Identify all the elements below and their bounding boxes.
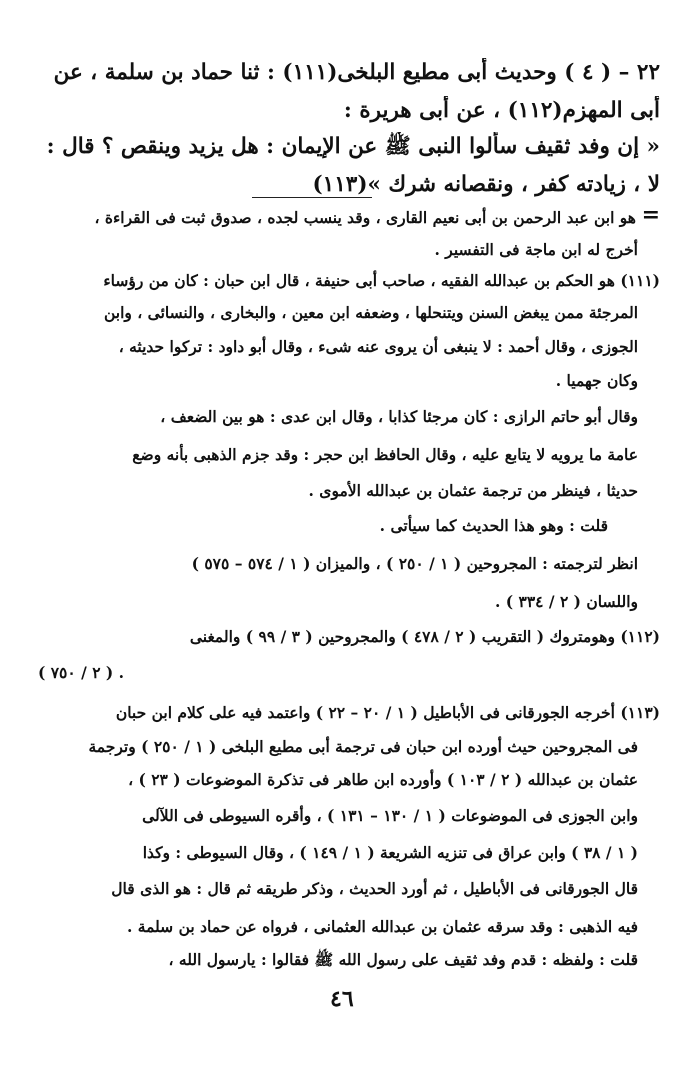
footnote-112-line: (١١٢) وهومتروك ( التقريب ( ٢ / ٤٧٨ ) والمجروحين ( ٣ / ٩٩ ) والمغنى (189, 627, 660, 646)
hadith-line-2: أبى المهزم(١١٢) ، عن أبى هريرة : (343, 98, 660, 123)
footnote-111-line: عامة ما يرويه لا يتابع عليه ، وقال الحافظ ابن حجر : وقد جزم الذهبى بأنه وضع (132, 445, 638, 464)
footnote-113-line: فى المجروحين حيث أورده ابن حبان فى ترجمة أبى مطيع البلخى ( ١ / ٢٥٠ ) وترجمة (88, 737, 638, 756)
footnote-112-line: ( ٢ / ٧٥٠ ) . (38, 663, 125, 682)
footnote-111-line: قلت : وهو هذا الحديث كما سيأتى . (379, 516, 608, 535)
footnote-111-line: حديثا ، فينظر من ترجمة عثمان بن عبدالله الأموى . (308, 481, 638, 500)
footnote-111-line: المرجئة ممن يبغض السنن ويتنحلها ، وضعفه ابن معين ، والبخارى ، والنسائى ، وابن (103, 303, 638, 322)
footnote-111-line: (١١١) هو الحكم بن عبدالله الفقيه ، صاحب أبى حنيفة ، قال ابن حبان : كان من رؤساء (103, 271, 660, 290)
footnote-111-line: وكان جهميا . (555, 371, 638, 390)
footnote-113-line: ( ١ / ٣٨ ) وابن عراق فى تنزيه الشريعة ( ١ / ١٤٩ ) ، وقال السيوطى : وكذا (142, 843, 638, 862)
footnote-line: هو ابن عبد الرحمن بن أبى نعيم القارى ، وقد ينسب لجده ، صدوق ثبت فى القراءة ، (94, 208, 636, 227)
footnote-111-line: وقال أبو حاتم الرازى : كان مرجئا كذابا ، وقال ابن عدى : هو بين الضعف ، (160, 407, 638, 426)
footnote-113-line: عثمان بن عبدالله ( ٢ / ١٠٣ ) وأورده ابن طاهر فى تذكرة الموضوعات ( ٢٣ ) ، (128, 770, 638, 789)
footnote-continuation-mark: = (641, 202, 660, 228)
footnote-113-line: فيه الذهبى : وقد سرقه عثمان بن عبدالله العثمانى ، فرواه عن حماد بن سلمة . (126, 917, 638, 936)
page-number: ٤٦ (330, 986, 354, 1012)
footnote-113-line: وابن الجوزى فى الموضوعات ( ١ / ١٣٠ – ١٣١ ) ، وأقره السيوطى فى اللآلى (142, 806, 638, 825)
footnote-111-line: انظر لترجمته : المجروحين ( ١ / ٢٥٠ ) ، والميزان ( ١ / ٥٧٤ – ٥٧٥ ) (191, 554, 638, 573)
hadith-line-1: ٢٢ – ( ٤ ) وحديث أبى مطيع البلخى(١١١) : ثنا حماد بن سلمة ، عن (53, 60, 660, 85)
hadith-line-3: « إن وفد ثقيف سألوا النبى ﷺ عن الإيمان : هل يزيد وينقص ؟ قال : (46, 134, 660, 159)
footnote-111-line: واللسان ( ٢ / ٣٣٤ ) . (494, 592, 638, 611)
footnote-113-line: قلت : ولفظه : قدم وفد ثقيف على رسول الله ﷺ فقالوا : يارسول الله ، (168, 950, 638, 969)
footnote-113-line: قال الجورقانى فى الأباطيل ، ثم أورد الحديث ، وذكر طريقه ثم قال : هو الذى قال (111, 879, 638, 898)
hadith-line-4: لا ، زيادته كفر ، ونقصانه شرك »(١١٣) (312, 172, 660, 197)
footnote-line: أخرج له ابن ماجة فى التفسير . (434, 240, 638, 259)
footnote-111-line: الجوزى ، وقال أحمد : لا ينبغى أن يروى عنه شىء ، وقال أبو داود : تركوا حديثه ، (118, 337, 638, 356)
footnote-113-line: (١١٣) أخرجه الجورقانى فى الأباطيل ( ١ / ٢٠ – ٢٢ ) واعتمد فيه على كلام ابن حبان (115, 703, 660, 722)
footnote-separator-rule (252, 197, 372, 198)
